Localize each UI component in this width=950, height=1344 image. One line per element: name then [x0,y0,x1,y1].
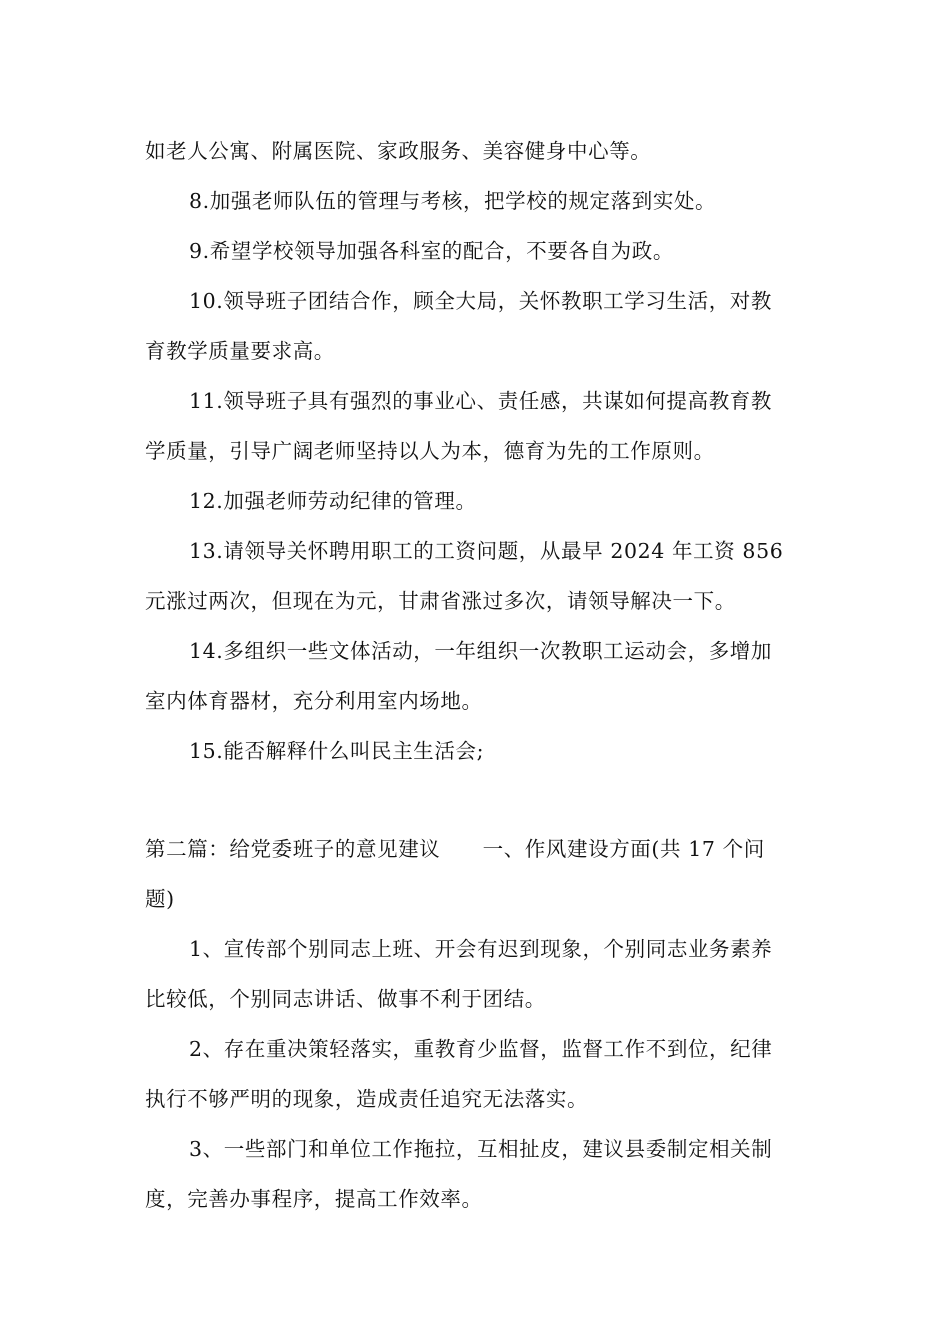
paragraph-10-line-1: 10.领导班子团结合作，顾全大局，关怀教职工学习生活，对教 [189,289,772,313]
paragraph-15: 15.能否解释什么叫民主生活会; [189,739,485,763]
item-1-line-1: 1、宣传部个别同志上班、开会有迟到现象，个别同志业务素养 [189,937,773,961]
section-heading-line-1: 第二篇：给党委班子的意见建议 一、作风建设方面(共 17 个问 [145,837,765,861]
item-2-line-1: 2、存在重决策轻落实，重教育少监督，监督工作不到位，纪律 [189,1037,773,1061]
paragraph-14-line-2: 室内体育器材，充分利用室内场地。 [145,689,483,713]
item-1-line-2: 比较低，个别同志讲话、做事不利于团结。 [145,987,546,1011]
paragraph-11-line-2: 学质量，引导广阔老师坚持以人为本，德育为先的工作原则。 [145,439,715,463]
paragraph-12: 12.加强老师劳动纪律的管理。 [189,489,477,513]
paragraph-10-line-2: 育教学质量要求高。 [145,339,335,363]
section-heading-line-2: 题) [145,887,175,911]
paragraph-7-tail: 如老人公寓、附属医院、家政服务、美容健身中心等。 [145,139,652,163]
item-2-line-2: 执行不够严明的现象，造成责任追究无法落实。 [145,1087,589,1111]
paragraph-8: 8.加强老师队伍的管理与考核，把学校的规定落到实处。 [189,189,717,213]
item-3-line-1: 3、一些部门和单位工作拖拉，互相扯皮，建议县委制定相关制 [189,1137,773,1161]
paragraph-13-line-1: 13.请领导关怀聘用职工的工资问题，从最早 2024 年工资 856 [189,539,784,563]
paragraph-13-line-2: 元涨过两次，但现在为元，甘肃省涨过多次，请领导解决一下。 [145,589,736,613]
paragraph-11-line-1: 11.领导班子具有强烈的事业心、责任感，共谋如何提高教育教 [189,389,772,413]
item-3-line-2: 度，完善办事程序，提高工作效率。 [145,1187,483,1211]
paragraph-9: 9.希望学校领导加强各科室的配合，不要各自为政。 [189,239,674,263]
paragraph-14-line-1: 14.多组织一些文体活动，一年组织一次教职工运动会，多增加 [189,639,772,663]
